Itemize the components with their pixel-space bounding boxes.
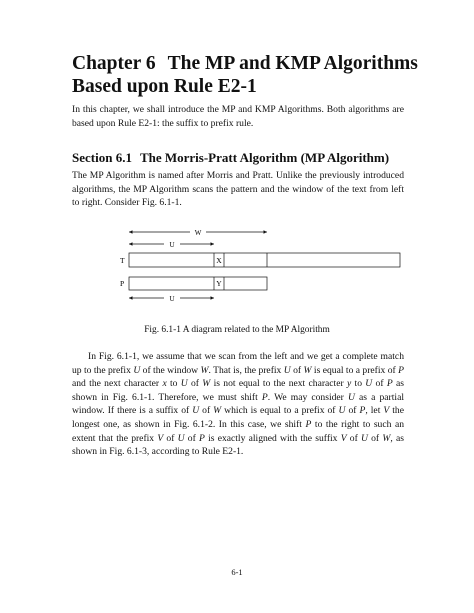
label-y: Y bbox=[216, 279, 222, 288]
paragraph-1: The MP Algorithm is named after Morris and Pratt. Unlike the previously introduced algorithms, the MP Algorithm scans the pattern and the window of the text from left to right. Consider Fig. 6.1-1. bbox=[72, 170, 404, 209]
chapter-title-line2: Based upon Rule E2-1 bbox=[72, 76, 257, 97]
label-t: T bbox=[120, 256, 125, 265]
page-number: 6-1 bbox=[231, 567, 243, 577]
chapter-title-line1: The MP and KMP Algorithms bbox=[167, 53, 418, 74]
section-number: Section 6.1 bbox=[72, 150, 132, 165]
pattern-bar bbox=[129, 277, 267, 290]
intro-paragraph: In this chapter, we shall introduce the MP and KMP Algorithms. Both algorithms are based upon Rule E2-1: the suffix to prefix rule. bbox=[72, 104, 404, 129]
section-title: The Morris-Pratt Algorithm (MP Algorithm) bbox=[139, 150, 390, 165]
label-x: X bbox=[216, 256, 222, 265]
chapter-number: Chapter 6 bbox=[72, 53, 156, 74]
text-bar bbox=[129, 253, 400, 267]
label-u-bottom: U bbox=[169, 295, 175, 303]
label-p: P bbox=[120, 279, 125, 288]
figure-caption: Fig. 6.1-1 A diagram related to the MP Algorithm bbox=[144, 325, 330, 335]
label-u-top: U bbox=[169, 241, 175, 249]
label-w: W bbox=[194, 229, 202, 237]
paragraph-2: In Fig. 6.1-1, we assume that we scan from the left and we get a complete match up to the prefix U of the window W. That is, the prefix U of W is equal to a prefix of P and the next character x to U of W is not equal to the next character y to U of P as shown in Fig. 6.1-1. Therefore, we must shift P. We may consider U as a partial window. If there is a suffix of U of W which is equal to a prefix of U of P, let V the longest one, as shown in Fig. 6.1-2. In this case, we shift P to the right to such an extent that the prefix V of U of P is exactly aligned with the suffix V of U of W, as shown in Fig. 6.1-3, according to Rule E2-1. bbox=[72, 351, 405, 458]
